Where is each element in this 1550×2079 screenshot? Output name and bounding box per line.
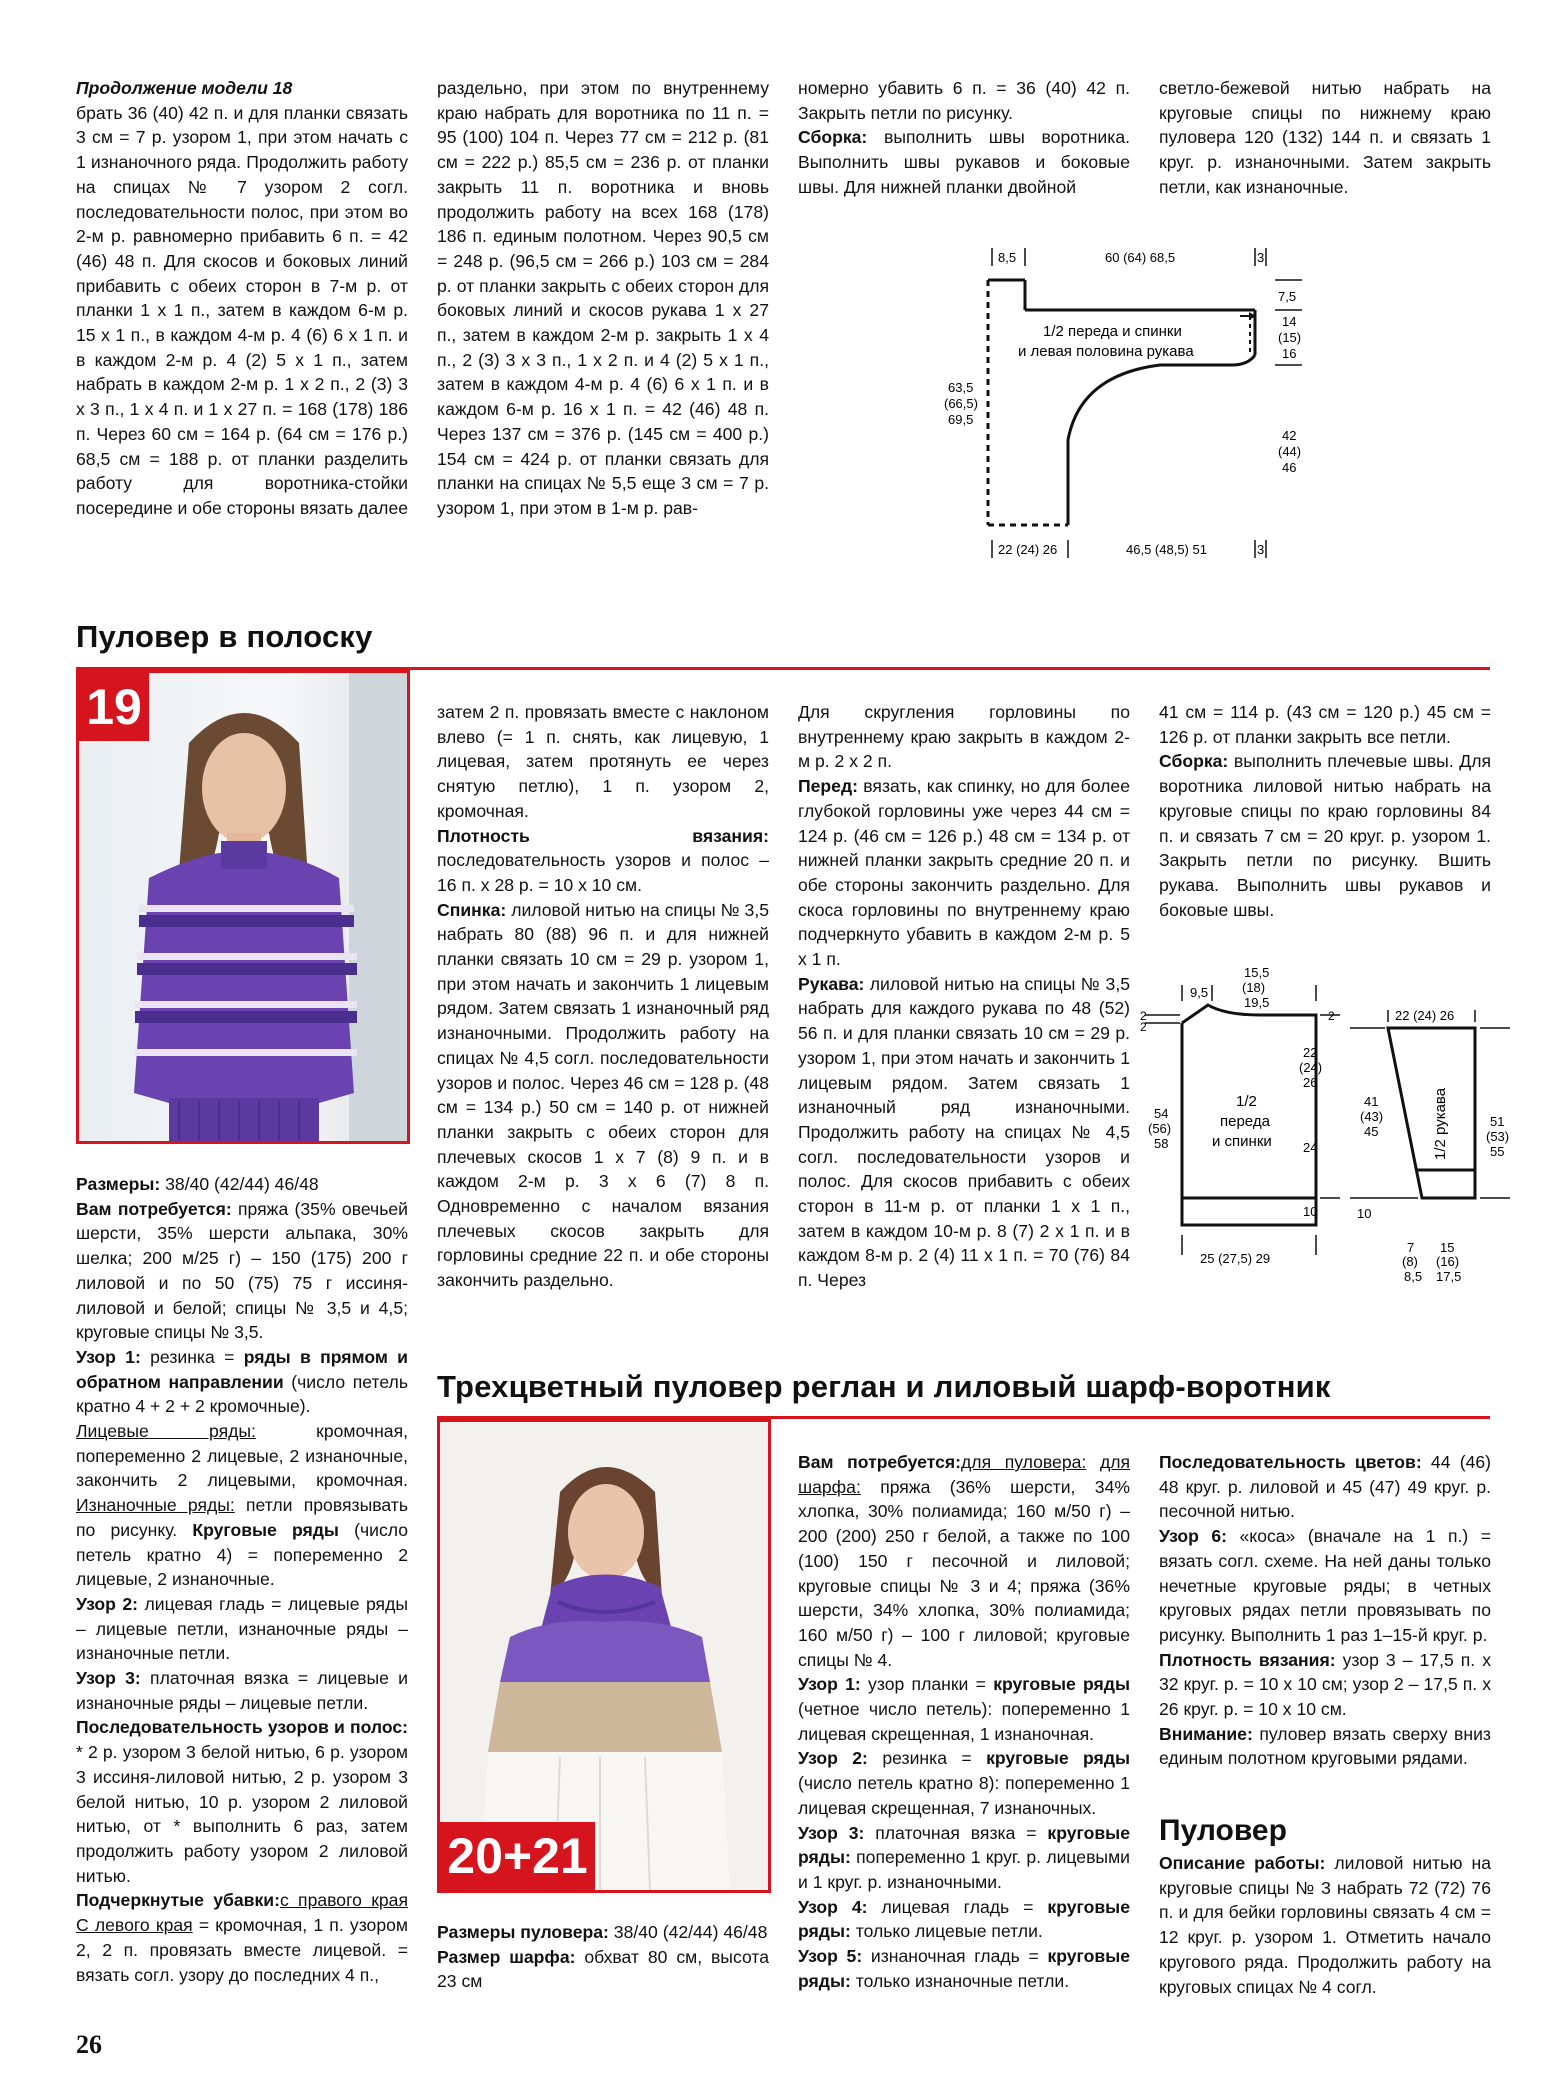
text-run: пряжа (36% шерсти, 34% хлопка, 30% полиамида; 160 м/50 г) – 200 (200) 250 г белой, а также по 100 (100) 150 г песочной и лиловой; круговые спицы № 3 и 4; — [798, 1476, 1130, 1596]
bold-run: Узор 2: — [76, 1593, 138, 1614]
sleeve-left-3: 45 — [1364, 1124, 1379, 1139]
text-run: пряжа (36% шерсти, 34% хлопка, 30% полиамида; 160 м/50 г) – 100 г лиловой; круговые спицы № 4. — [798, 1575, 1130, 1670]
d19-rs: 2 — [1328, 1009, 1335, 1023]
section2021-title: Трехцветный пуловер реглан и лиловый шарф-воротник — [437, 1369, 1331, 1404]
sleeve-label: 1/2 рукава — [1432, 1087, 1449, 1160]
section19-col4 — [1159, 700, 1491, 922]
text-run: лицевая гладь = лицевые ряды – лицевые петли, изнаночные ряды – изнаночные петли. — [76, 1593, 408, 1664]
paragraph — [437, 76, 769, 521]
bold-run: Размеры пуловера: — [437, 1922, 609, 1942]
text-run: раздельно, при этом по внутреннему краю набрать для воротника по 11 п. = 95 (100) 104 п. Через 77 см = 212 р. (81 см = 222 р.) 85,5 см = 236 р. от планки закрыть 11 п. воротника и вновь продолжить работу на всех 168 (178) 186 п. единым полотном. Через 90,5 см = 248 р. (96,5 см = 266 р.) 103 см = 284 р. от планки закрыть с обеих сторон для боковых линий и скосов рукава 1 х 27 п., затем в каждом 2-м р. закрыть 1 х 4 п., 2 (3) 3 х 3 п., 1 х 2 п. и 4 (2) 5 х 1 п., затем в каждом 4-м р. 4 (6) 6 х 1 п. и в каждом 6-м р. 16 х 1 п. = 42 (46) 48 п. Через 137 см = 376 р. (145 см = 400 р.) 154 см = 424 р. от планки связать для планки на спицах № 5,5 еще 3 см = 7 р. узором 1, при этом в 1-м р. рав- — [437, 78, 769, 518]
text-run: 38/40 (42/44) 46/48 — [608, 1922, 768, 1942]
paragraph — [437, 700, 769, 824]
paragraph — [437, 824, 769, 898]
bold-run: ряды в прямом и обратном направлении — [76, 1346, 408, 1392]
bold-run: круговые ряды — [986, 1748, 1131, 1769]
section19-col3 — [798, 700, 1130, 1293]
text-run: резинка = — [140, 1346, 244, 1367]
paragraph — [798, 700, 1130, 774]
d18-bottom-mid: 46,5 (48,5) 51 — [1126, 542, 1207, 557]
underline-run: для пуловера: — [961, 1452, 1087, 1472]
d19-label-1: 1/2 — [1236, 1093, 1257, 1110]
text-run: обхват 80 см, высота 23 см — [437, 1946, 769, 1992]
paragraph — [76, 1666, 408, 1715]
d19-neck-3: 19,5 — [1244, 995, 1270, 1010]
section2021-col3 — [798, 1450, 1130, 1993]
text-run: вязать, как спинку, но для более глубокой горловины уже через 44 см = 124 р. (46 см = 126 р.) 48 см = 134 р. от нижней планки закрыть средние 20 п. и обе стороны закончить раздельно. Для скоса горловины по внутреннему краю подчеркнуто убавить в каждом 2-м р. 5 х 1 п. — [798, 776, 1130, 970]
d19-arm-3: 26 — [1303, 1075, 1318, 1090]
text-run: лицевая гладь = — [867, 1896, 1048, 1917]
paragraph — [76, 1715, 408, 1888]
section19-col2 — [437, 700, 769, 1293]
d18-label-2: и левая половина рукава — [1018, 343, 1194, 360]
page-number: 26 — [76, 2030, 102, 2059]
text-run: пуловер вязать сверху вниз единым полотном круговыми рядами. — [1159, 1723, 1491, 1769]
bold-run: Вам потребуется: — [798, 1452, 962, 1472]
paragraph — [1159, 749, 1491, 922]
paragraph — [1159, 1450, 1491, 1524]
paragraph — [1159, 1524, 1491, 1648]
text-run: попеременно 1 круг. р. лицевыми и 1 круг. р. изнаночными. — [798, 1847, 1130, 1892]
paragraph — [1159, 1851, 1491, 1999]
model18-col2 — [437, 76, 769, 521]
section2021-col4 — [1159, 1450, 1491, 1771]
d18-left-1: 63,5 — [948, 380, 974, 395]
paragraph — [76, 1197, 408, 1345]
sleeve-bl-1: 7 — [1407, 1240, 1415, 1255]
d19-hem: 10 — [1303, 1204, 1318, 1219]
bold-run: Круговые ряды — [192, 1519, 339, 1540]
text-run: (число петель кратно 8): попеременно 1 лицевая скрещенная, 7 изнаночных. — [798, 1773, 1130, 1818]
bold-run: Узор 5: — [798, 1946, 863, 1967]
bold-run: Перед: — [798, 776, 858, 797]
paragraph — [76, 1419, 408, 1592]
section19-photo — [76, 670, 410, 1144]
d18-right-1: 7,5 — [1278, 289, 1297, 304]
paragraph — [798, 1944, 1130, 1993]
sleeve-left-2: (43) — [1360, 1109, 1384, 1124]
text-run: выполнить плечевые швы. Для воротника лиловой нитью набрать на круговые спицы по краю горловины 84 п. и связать 7 см = 20 круг. р. узором 1. Закрыть петли по рисунку. Вшить рукава. Выполнить швы рукавов и боковые швы. — [1159, 751, 1491, 920]
paragraph — [437, 898, 769, 1293]
d19-ls-2: 2 — [1140, 1020, 1147, 1034]
section19-title: Пуловер в полоску — [76, 619, 373, 654]
text-run: = вязать согл. узору до последних 4 п., — [76, 1939, 408, 1985]
tricolor-pullover-image — [440, 1422, 768, 1890]
paragraph — [76, 1888, 408, 1987]
d18-right-6: (44) — [1278, 444, 1302, 459]
section2021-number: 20+21 — [440, 1822, 595, 1890]
text-run: узор планки = — [860, 1674, 994, 1695]
text-run: выполнить швы воротника. Выполнить швы рукавов и боковые швы. Для нижней планки двойной — [798, 127, 1130, 197]
bold-run: Последовательность цветов: — [1159, 1452, 1422, 1472]
text-run: изнаночная гладь = — [862, 1946, 1048, 1967]
d19-left-3: 58 — [1154, 1136, 1169, 1151]
section19-sleeve-schematic — [1340, 1000, 1520, 1290]
bold-run: Узор 6: — [1159, 1526, 1228, 1547]
bold-run: Плотность вязания: — [437, 825, 769, 846]
bold-run: круговые ряды: — [798, 1946, 1131, 1991]
bold-run: Узор 2: — [798, 1748, 868, 1769]
bold-run: Узор 1: — [798, 1674, 861, 1695]
bold-run: Сборка: — [798, 127, 868, 148]
bold-run: Подчеркнутые убавки: — [76, 1890, 280, 1911]
d19-ls-1: 2 — [1140, 1009, 1147, 1023]
bold-run: круговые ряды — [993, 1674, 1131, 1695]
d18-bottom-right: 3 — [1257, 542, 1265, 557]
paragraph — [798, 774, 1130, 972]
text-run: лиловой нитью на спицы № 3,5 набрать для каждого рукава по 48 (52) 56 п. и для планки связать 10 см = 29 р. узором 1, при этом начать и закончить 1 лицевым рядом. Затем связать 1 изнаночный ряд изнаночными. Продолжить работу на спицах № 4,5 согл. последовательности узоров и полос. Для скосов прибавить с обеих сторон в 11-м р. от планки 1 х 1 п., затем в каждом 10-м р. 8 (7) 2 х 1 п. и в каждом 8-м р. 2 (4) 11 х 1 п. = 70 (76) 84 п. Через — [798, 973, 1130, 1291]
paragraph — [76, 1592, 408, 1666]
bold-run: Описание работы: — [1159, 1853, 1326, 1873]
d18-top-right: 3 — [1257, 250, 1265, 265]
paragraph — [1159, 700, 1491, 749]
text-run: лиловой нитью на круговые спицы № 3 набрать 72 (72) 76 п. и для бейки горловины связать 4 см = 12 круг. р. узором 1. Отметить начало кругового ряда. Продолжить работу на круговых спицах № 4 согл. — [1159, 1853, 1491, 1997]
bold-run: Спинка: — [437, 899, 507, 920]
underline-run: для шарфа: — [798, 1452, 1131, 1497]
text-run: лиловой нитью на спицы № 3,5 набрать 80 (88) 96 п. и для нижней планки связать 10 см = 29 р. узором 1, при этом начать и закончить 1 лицевым рядом. Затем связать 1 изнаночный ряд изнаночными. Продолжить работу на спицах № 4,5 согл. последовательности узоров и полос. Через 46 см = 128 р. (48 см = 134 р.) 50 см = 140 р. от нижней планки закрыть с обеих сторон для плечевых скосов 1 х 7 (8) 9 п. и в каждом 2-м р. 3 х 6 (7) 8 п. Одновременно с началом вязания плечевых скосов закрыть для горловины средние 22 п. и обе стороны закончить раздельно. — [437, 899, 769, 1291]
model18-col1 — [76, 76, 408, 521]
text-run: платочная вязка = лицевые и изнаночные ряды – лицевые петли. — [76, 1668, 408, 1713]
paragraph — [1159, 1722, 1491, 1771]
d19-label-2: переда — [1220, 1113, 1270, 1130]
text-run: * 2 р. узором 3 белой нитью, 6 р. узором 3 иссиня-лиловой нитью, 2 р. узором 3 белой нитью, 10 р. узором 2 лиловой нитью, от * выполнить 6 раз, затем продолжить работу узором 2 лиловой нитью. — [76, 1742, 408, 1886]
sleeve-bm-1: 15 — [1440, 1240, 1455, 1255]
bold-run: круговые ряды: — [798, 1822, 1130, 1868]
bold-run: Внимание: — [1159, 1723, 1253, 1744]
text-run: брать 36 (40) 42 п. и для планки связать 3 см = 7 р. узором 1, при этом начать с 1 изнаночного ряда. Продолжить работу на спицах № 7 узором 2 согл. последовательности полос, при этом во 2-м р. равномерно прибавить 6 п. = 42 (46) 48 п. Для скосов и боковых линий прибавить с обеих сторон в 7-м р. от планки 1 х 1 п., затем в каждом 6-м р. 15 х 1 п., в каждом 4-м р. 4 (6) 6 х 1 п. и в каждом 2-м р. 4 (2) 5 х 1 п., затем набрать в каждом 2-м р. 1 х 2 п., 2 (3) 3 х 3 п., 1 х 4 п. и 1 х 27 п. = 168 (178) 186 п. Через 60 см = 164 р. (64 см = 176 р.) 68,5 см = 188 р. от планки разделить работу для воротника-стойки посередине и обе стороны вязать далее — [76, 102, 409, 518]
d19-label-3: и спинки — [1212, 1133, 1272, 1150]
underline-run: С левого края — [76, 1915, 193, 1936]
section19-col1 — [76, 1172, 408, 1987]
underline-run: с правого края — [279, 1890, 408, 1911]
text-run: номерно убавить 6 п. = 36 (40) 42 п. Закрыть петли по рисунку. — [798, 78, 1130, 123]
text-run: светло-бежевой нитью набрать на круговые спицы по нижнему краю пуловера 120 (132) 144 п. и связать 1 круг. р. изнаночными. Затем закрыть петли, как изнаночные. — [1159, 78, 1491, 197]
paragraph — [76, 101, 408, 521]
striped-pullover-image — [79, 673, 407, 1141]
text-run: (число петель кратно 4) = попеременно 2 лицевые, 2 изнаночные. — [76, 1519, 408, 1590]
d18-bottom-left: 22 (24) 26 — [998, 542, 1058, 557]
d18-right-3: (15) — [1278, 330, 1302, 345]
d18-right-7: 46 — [1282, 460, 1297, 475]
paragraph — [76, 1345, 408, 1419]
paragraph — [437, 1920, 769, 1945]
text-run: резинка = — [867, 1748, 987, 1769]
sleeve-right-2: (53) — [1486, 1129, 1510, 1144]
model18-col3 — [798, 76, 1130, 200]
bold-run: Размеры: — [76, 1174, 161, 1194]
paragraph — [1159, 1648, 1491, 1722]
d19-arm-2: (24) — [1299, 1060, 1323, 1075]
d19-bottom: 25 (27,5) 29 — [1200, 1251, 1271, 1266]
bold-run: Вам потребуется: — [76, 1198, 232, 1219]
text-run: 44 (46) 48 круг. р. лиловой и 45 (47) 49 круг. р. песочной нитью. — [1159, 1452, 1492, 1522]
d18-left-2: (66,5) — [944, 396, 978, 411]
d19-arm-1: 22 — [1303, 1045, 1318, 1060]
d18-left-3: 69,5 — [948, 412, 974, 427]
bold-run: круговые ряды: — [798, 1896, 1130, 1942]
text-run: платочная вязка = — [864, 1822, 1048, 1843]
d19-left-1: 54 — [1154, 1106, 1169, 1121]
paragraph — [437, 1945, 769, 1994]
paragraph — [76, 76, 408, 101]
text-run: 41 см = 114 р. (43 см = 120 р.) 45 см = 126 р. от планки закрыть все петли. — [1159, 702, 1491, 747]
paragraph — [798, 1672, 1130, 1746]
section2021-col2 — [437, 1920, 769, 1994]
paragraph — [798, 1895, 1130, 1944]
sleeve-left-1: 41 — [1364, 1094, 1379, 1109]
sleeve-bl-3: 8,5 — [1404, 1269, 1423, 1284]
sleeve-right-1: 51 — [1490, 1114, 1505, 1129]
sleeve-top: 22 (24) 26 — [1395, 1008, 1455, 1023]
sleeve-right-3: 55 — [1490, 1144, 1505, 1159]
paragraph — [1159, 76, 1491, 200]
d18-top-mid: 60 (64) 68,5 — [1105, 250, 1176, 265]
d19-neck-2: (18) — [1242, 980, 1266, 995]
text-run: затем 2 п. провязать вместе с наклоном влево (= 1 п. снять, как лицевую, 1 лицевая, затем протянуть ее через снятую петлю), 1 п. узором 2, кромочная. — [437, 702, 769, 821]
section2021-col4b — [1159, 1851, 1491, 1999]
paragraph — [798, 1746, 1130, 1820]
d18-right-2: 14 — [1282, 314, 1297, 329]
d18-right-5: 42 — [1282, 428, 1297, 443]
section2021-photo — [437, 1419, 771, 1893]
text-run: Для скругления горловины по внутреннему краю закрыть в каждом 2-м р. 2 х 2 п. — [798, 702, 1130, 772]
d18-right-4: 16 — [1282, 346, 1297, 361]
bold-run: Сборка: — [1159, 751, 1229, 772]
text-run: только изнаночные петли. — [850, 1970, 1070, 1991]
d19-side: 24 — [1303, 1140, 1318, 1155]
paragraph — [798, 1821, 1130, 1895]
text-run: (число петель кратно 4 + 2 + 2 кромочные). — [76, 1371, 408, 1417]
text-run: Продолжение модели 18 — [76, 78, 293, 98]
text-run: последовательность узоров и полос – 16 п. х 28 р. = 10 х 10 см. — [437, 850, 769, 895]
paragraph — [798, 972, 1130, 1293]
sleeve-bl-2: (8) — [1402, 1254, 1418, 1269]
section19-number: 19 — [79, 673, 149, 741]
text-run: кромочная, попеременно 2 лицевые, 2 изнаночные, закончить 2 лицевыми, кромочная. — [76, 1421, 408, 1491]
section2021-subheading: Пуловер — [1159, 1814, 1287, 1847]
bold-run: Рукава: — [798, 973, 865, 994]
sleeve-cuff: 10 — [1357, 1206, 1372, 1221]
sleeve-bm-2: (16) — [1436, 1254, 1460, 1269]
d18-top-left: 8,5 — [998, 250, 1017, 265]
text-run: (четное число петель): попеременно 1 лицевая скрещенная, 1 изнаночная. — [798, 1699, 1130, 1744]
text-run: только лицевые петли. — [850, 1921, 1043, 1942]
model18-col4 — [1159, 76, 1491, 200]
bold-run: Узор 1: — [76, 1346, 141, 1367]
model18-schematic — [940, 240, 1320, 570]
text-run: петли провязывать по рисунку. — [76, 1495, 408, 1540]
bold-run: Узор 4: — [798, 1896, 868, 1917]
d18-label-1: 1/2 переда и спинки — [1043, 323, 1182, 340]
bold-run: Узор 3: — [798, 1822, 865, 1843]
text-run: «коса» (вначале на 1 п.) = вязать согл. схеме. На ней даны только нечетные круговые ряды; в четных круговых рядах петли провязывать по рисунку. Выполнить 1 раз 1–15-й круг. р. — [1159, 1526, 1491, 1645]
paragraph — [798, 125, 1130, 199]
text-run: пряжа (35% овечьей шерсти, 35% шерсти альпака, 30% шелка; 200 м/25 г) – 150 (175) 200 г лиловой и по 50 (75) 75 г иссиня-лиловой и белой; спицы № 3,5 и 4,5; круговые спицы № 3,5. — [76, 1198, 409, 1343]
text-run: 38/40 (42/44) 46/48 — [160, 1174, 319, 1194]
underline-run: Лицевые ряды: — [76, 1421, 256, 1442]
bold-run: Узор 3: — [76, 1668, 141, 1689]
bold-run: Размер шарфа: — [437, 1946, 576, 1967]
section19-body-schematic — [1140, 965, 1340, 1290]
underline-run: Изнаночные ряды: — [76, 1495, 235, 1516]
bold-run: Плотность вязания: — [1159, 1649, 1336, 1670]
text-run: узор 3 – 17,5 п. х 32 круг. р. = 10 х 10 см; узор 2 – 17,5 п. х 26 круг. р. = 10 х 10 см. — [1159, 1649, 1491, 1720]
text-run: = кромочная, 1 п. узором 2, 2 п. провязать вместе лицевой. — [76, 1915, 409, 1960]
paragraph — [76, 1172, 408, 1197]
d19-top-left: 9,5 — [1190, 985, 1209, 1000]
paragraph — [798, 1450, 1130, 1672]
sleeve-bm-3: 17,5 — [1436, 1269, 1462, 1284]
bold-run: Последовательность узоров и полос: — [76, 1717, 408, 1738]
text-run — [1086, 1452, 1100, 1472]
d19-neck-1: 15,5 — [1244, 965, 1270, 980]
d19-left-2: (56) — [1148, 1121, 1172, 1136]
paragraph — [798, 76, 1130, 125]
